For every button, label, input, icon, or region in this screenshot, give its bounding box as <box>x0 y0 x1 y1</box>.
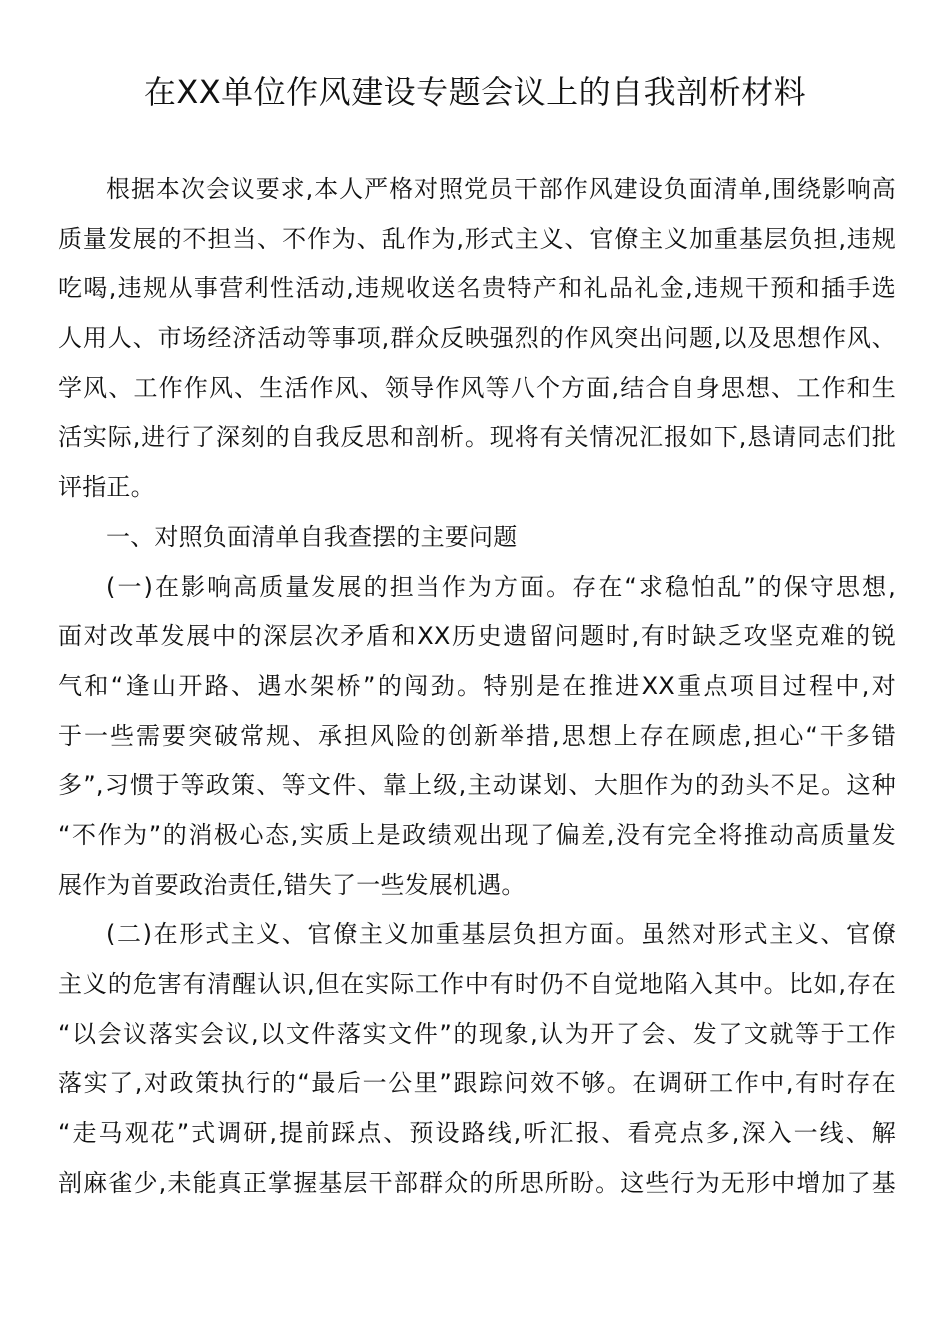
paragraph-line: 吃喝,违规从事营利性活动,违规收送名贵特产和礼品礼金,违规干预和插手选 <box>58 274 896 303</box>
paragraph-line: 多”,习惯于等政策、等文件、靠上级,主动谋划、大胆作为的劲头不足。这种 <box>58 771 896 800</box>
paragraph-line: 于一些需要突破常规、承担风险的创新举措,思想上存在顾虑,担心“干多错 <box>58 721 896 750</box>
paragraph-line: (一)在影响高质量发展的担当作为方面。存在“求稳怕乱”的保守思想, <box>106 572 896 601</box>
paragraph-line: “不作为”的消极心态,实质上是政绩观出现了偏差,没有完全将推动高质量发 <box>58 820 896 849</box>
document-body <box>58 165 896 1208</box>
paragraph-line: 主义的危害有清醒认识,但在实际工作中有时仍不自觉地陷入其中。比如,存在 <box>58 970 896 998</box>
paragraph-line: 根据本次会议要求,本人严格对照党员干部作风建设负面清单,围绕影响高 <box>106 175 896 203</box>
paragraph-line: 质量发展的不担当、不作为、乱作为,形式主义、官僚主义加重基层负担,违规 <box>58 224 896 253</box>
paragraph-line: 学风、工作作风、生活作风、领导作风等八个方面,结合自身思想、工作和生 <box>58 373 896 402</box>
paragraph-line: 面对改革发展中的深层次矛盾和XX历史遗留问题时,有时缺乏攻坚克难的锐 <box>58 622 896 651</box>
paragraph-line: 气和“逢山开路、遇水架桥”的闯劲。特别是在推进XX重点项目过程中,对 <box>58 671 896 700</box>
paragraph-line: 落实了,对政策执行的“最后一公里”跟踪问效不够。在调研工作中,有时存在 <box>58 1069 896 1098</box>
paragraph-line: 人用人、市场经济活动等事项,群众反映强烈的作风突出问题,以及思想作风、 <box>58 324 896 353</box>
paragraph-line: 活实际,进行了深刻的自我反思和剖析。现将有关情况汇报如下,恳请同志们批 <box>58 423 896 452</box>
paragraph-line: 剖麻雀少,未能真正掌握基层干部群众的所思所盼。这些行为无形中增加了基 <box>58 1168 896 1197</box>
paragraph-line: 展作为首要政治责任,错失了一些发展机遇。 <box>58 870 526 899</box>
document-title: 在XX单位作风建设专题会议上的自我剖析材料 <box>143 73 807 111</box>
section-heading: 一、对照负面清单自我查摆的主要问题 <box>106 522 518 551</box>
paragraph-line: 评指正。 <box>58 473 155 502</box>
paragraph-line: (二)在形式主义、官僚主义加重基层负担方面。虽然对形式主义、官僚 <box>106 920 896 949</box>
paragraph-line: “走马观花”式调研,提前踩点、预设路线,听汇报、看亮点多,深入一线、解 <box>58 1119 896 1148</box>
paragraph-line: “以会议落实会议,以文件落实文件”的现象,认为开了会、发了文就等于工作 <box>58 1019 896 1048</box>
